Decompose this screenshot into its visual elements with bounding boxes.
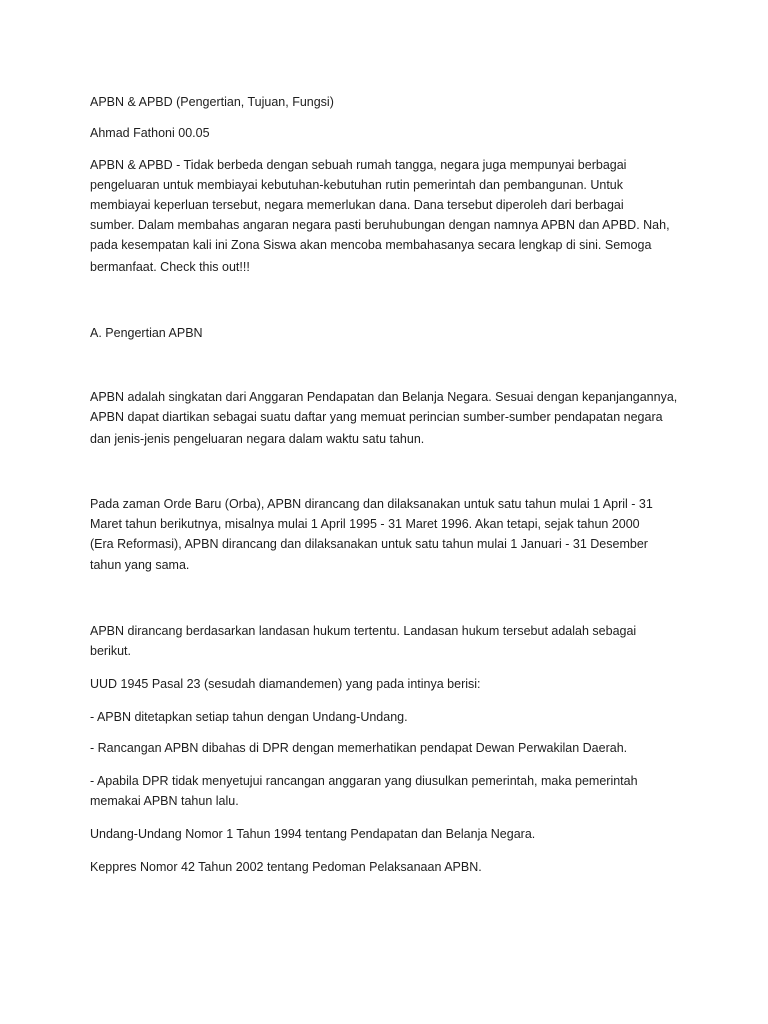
author-timestamp: Ahmad Fathoni 00.05 (90, 126, 210, 140)
uud-heading: UUD 1945 Pasal 23 (sesudah diamandemen) yang pada intinya berisi: (90, 677, 481, 691)
text-line: APBN dirancang berdasarkan landasan hukum tertentu. Landasan hukum tersebut adalah sebagai (90, 624, 637, 638)
section-heading: A. Pengertian APBN (90, 326, 203, 340)
text-line: membiayai keperluan tersebut, negara memerlukan dana. Dana tersebut diperoleh dari berbagai (90, 198, 624, 212)
law-reference: Undang-Undang Nomor 1 Tahun 1994 tentang Pendapatan dan Belanja Negara. (90, 827, 536, 841)
text-line: pada kesempatan kali ini Zona Siswa akan mencoba membahasanya secara lengkap di sini. Semoga (90, 238, 652, 252)
text-line: (Era Reformasi), APBN dirancang dan dilaksanakan untuk satu tahun mulai 1 Januari - 31 Desember (90, 537, 648, 551)
list-item: - Rancangan APBN dibahas di DPR dengan memerhatikan pendapat Dewan Perwakilan Daerah. (90, 741, 628, 755)
text-line: APBN adalah singkatan dari Anggaran Pendapatan dan Belanja Negara. Sesuai dengan kepanjangannya, (90, 390, 678, 404)
text-line: APBN dapat diartikan sebagai suatu daftar yang memuat perincian sumber-sumber pendapatan negara (90, 410, 663, 424)
text-line: pengeluaran untuk membiayai kebutuhan-kebutuhan rutin pemerintah dan pembangunan. Untuk (90, 178, 624, 192)
text-line: dan jenis-jenis pengeluaran negara dalam waktu satu tahun. (90, 432, 425, 446)
text-line: bermanfaat. Check this out!!! (90, 260, 250, 274)
text-line: sumber. Dalam membahas angaran negara pasti beruhubungan dengan namnya APBN dan APBD. Nah, (90, 218, 670, 232)
text-line: Pada zaman Orde Baru (Orba), APBN dirancang dan dilaksanakan untuk satu tahun mulai 1 April - 31 (90, 497, 653, 511)
text-line: APBN & APBD - Tidak berbeda dengan sebuah rumah tangga, negara juga mempunyai berbagai (90, 158, 627, 172)
list-item: - APBN ditetapkan setiap tahun dengan Undang-Undang. (90, 710, 408, 724)
decree-reference: Keppres Nomor 42 Tahun 2002 tentang Pedoman Pelaksanaan APBN. (90, 860, 482, 874)
text-line: - Apabila DPR tidak menyetujui rancangan anggaran yang diusulkan pemerintah, maka pemerintah (90, 774, 638, 788)
text-line: memakai APBN tahun lalu. (90, 794, 239, 808)
text-line: tahun yang sama. (90, 558, 190, 572)
text-line: Maret tahun berikutnya, misalnya mulai 1 April 1995 - 31 Maret 1996. Akan tetapi, sejak tahun 2000 (90, 517, 640, 531)
document-title: APBN & APBD (Pengertian, Tujuan, Fungsi) (90, 95, 334, 109)
text-line: berikut. (90, 644, 131, 658)
